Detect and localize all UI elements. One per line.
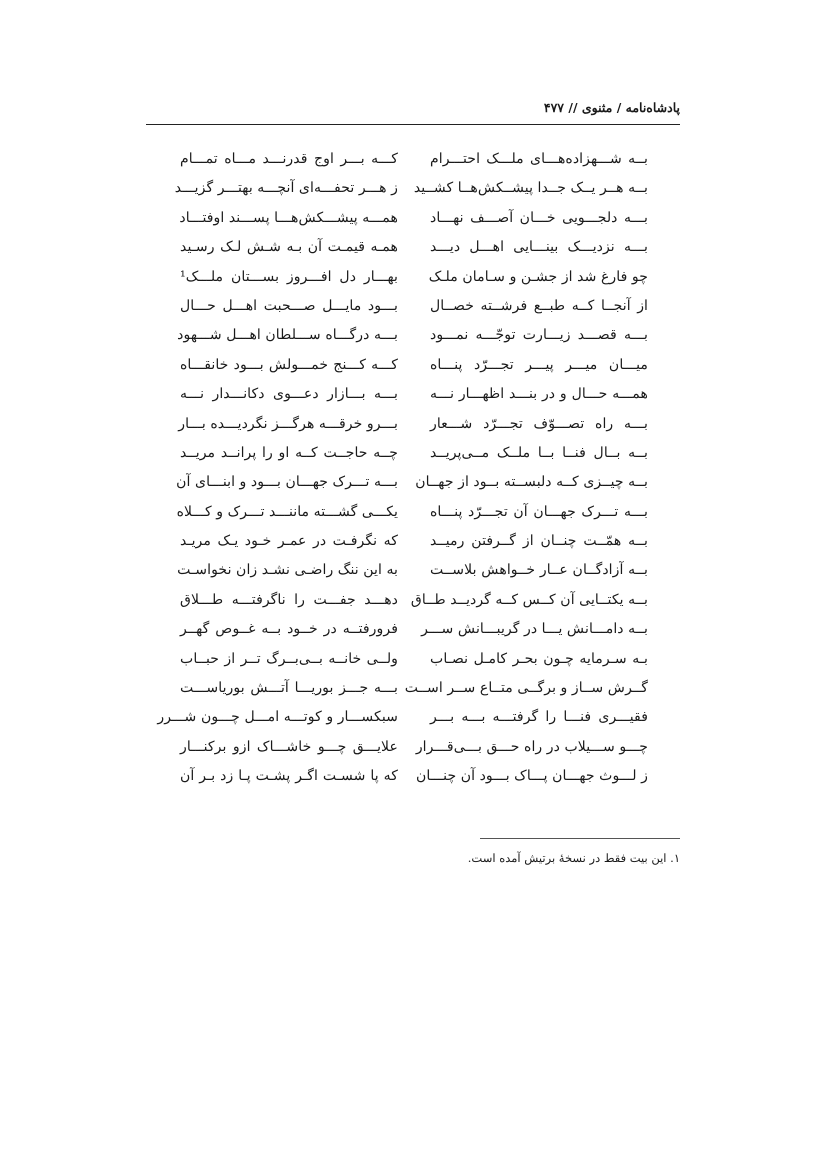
footnote: ۱. این بیت فقط در نسخهٔ برتیش آمده است. (467, 851, 680, 865)
left-verse-line: فرورفتــه در خــود بــه غــوص گهــر (180, 621, 398, 638)
right-verse-line: بــه شـــهزاده‌هـــای ملـــک احتـــرام (430, 151, 648, 167)
right-verse-line: چو فارغ شد از جشـن و سـامان ملـک (428, 268, 648, 285)
right-verse-line: میـــان میـــر پیـــر تجـــرّد پنـــاه (430, 356, 648, 373)
left-verse-line: که نگرفـت در عمـر خـود یـک مریـد (180, 533, 398, 550)
right-verse-line: گــرش ســاز و برگــی متــاع ســر اســت (404, 680, 648, 697)
right-verse-line: بــه چیــزی کــه دلبســته بــود از جهــان (415, 474, 648, 491)
right-verse-line: فقیـــری فنـــا را گرفتـــه بـــه بـــر (430, 709, 648, 726)
footnote-divider (480, 838, 680, 839)
left-verse-line: بهـــار دل افـــروز بســـتان ملـــک¹ (180, 268, 398, 285)
right-verse-line: بـــه نزدیـــک بینـــایی اهـــل دیـــد (430, 239, 648, 256)
right-verse-line: بــه دامـــانش یـــا در گریبـــانش ســـر (421, 621, 648, 638)
right-verse-line: از آنجــا کــه طبــع فرشــته خصــال (430, 297, 648, 314)
right-verse-line: بـــه تـــرک جهـــان آن تجـــرّد پنـــاه (430, 503, 648, 520)
left-verse-line: که پا شسـت اگـر پشـت پـا زد بـر آن (180, 768, 398, 785)
left-verse-line: کـــه کـــنج خمـــولش بـــود خانقـــاه (180, 356, 398, 373)
right-verse-line: بـه سـرمایه چـون بحـر کامـل نصـاب (430, 650, 648, 667)
poem-column-right (404, 145, 648, 792)
left-verse-line: چــه حاجــت کــه او را پرانــد مریــد (180, 444, 398, 461)
poem-column-left (157, 145, 398, 792)
left-verse-line: همـه قیمـت آن بـه شـش لـک رسـید (180, 239, 398, 256)
right-verse-line: بـــه قصـــد زیـــارت توجّـــه نمـــود (430, 327, 648, 344)
right-verse-line: بـــه راه تصـــوّف تجـــرّد شـــعار (430, 415, 648, 432)
left-verse-line: بـــرو خرقـــه هرگـــز نگردیـــده بـــار (178, 415, 398, 432)
right-verse-line: همـــه حـــال و در بنـــد اظهـــار نـــه (430, 386, 648, 403)
left-verse-line: ز هـــر تحفـــه‌ای آنچـــه بهتـــر گزیـــد (174, 180, 398, 197)
running-header: پادشاه‌نامه / مثنوی // ۴۷۷ (543, 100, 680, 115)
right-verse-line: بــه هــر یــک جــدا پیشــکش‌هــا کشــید (413, 180, 648, 197)
left-verse-line: یکـــی گشـــته ماننـــد تـــرک و کـــلاه (176, 503, 398, 520)
left-verse-line: بـــه درگـــاه ســـلطان اهـــل شـــهود (177, 327, 398, 344)
left-verse-line: بـــه بـــازار دعـــوی دکانـــدار نـــه (180, 386, 398, 403)
left-verse-line: سبکســـار و کوتـــه امـــل چـــون شـــرر (157, 709, 398, 726)
right-verse-line: بــه آزادگــان عــار خــواهش بلاســت (430, 562, 648, 579)
left-verse-line: بـــود مایـــل صـــحبت اهـــل حـــال (180, 297, 398, 314)
right-verse-line: بــه یکتــایی آن کــس کــه گردیــد طــاق (410, 591, 648, 608)
left-verse-line: به این ننگ راضـی نشـد زان نخواسـت (177, 562, 398, 579)
left-verse-line: دهـــد جفـــت را ناگرفتـــه طـــلاق (180, 591, 398, 608)
left-verse-line: همـــه پیشـــکش‌هـــا پســـند اوفتـــاد (179, 209, 398, 226)
left-verse-line: ولــی خانــه بــی‌بــرگ تــر از حبــاب (180, 650, 398, 667)
right-verse-line: ز لـــوث جهـــان پـــاک بـــود آن چنـــان (415, 768, 648, 785)
right-verse-line: بـــه دلجـــویی خـــان آصـــف نهـــاد (430, 209, 648, 226)
right-verse-line: بــه بــال فنــا بــا ملــک مــی‌پریــد (430, 444, 648, 461)
left-verse-line: بـــه جـــز بوریـــا آتـــش بوریاســـت (180, 680, 398, 697)
header-divider (146, 124, 680, 125)
left-verse-line: علایـــق چـــو خاشـــاک ازو برکنـــار (180, 738, 398, 755)
left-verse-line: بـــه تـــرک جهـــان بـــود و ابنـــای آن (176, 474, 398, 491)
left-verse-line: کـــه بـــر اوج قدرنـــد مـــاه تمـــام (180, 151, 398, 167)
right-verse-line: بــه همّــت چنــان از گــرفتن رمیــد (430, 533, 648, 550)
right-verse-line: چـــو ســـیلاب در راه حـــق بـــی‌قـــرار (415, 738, 648, 755)
